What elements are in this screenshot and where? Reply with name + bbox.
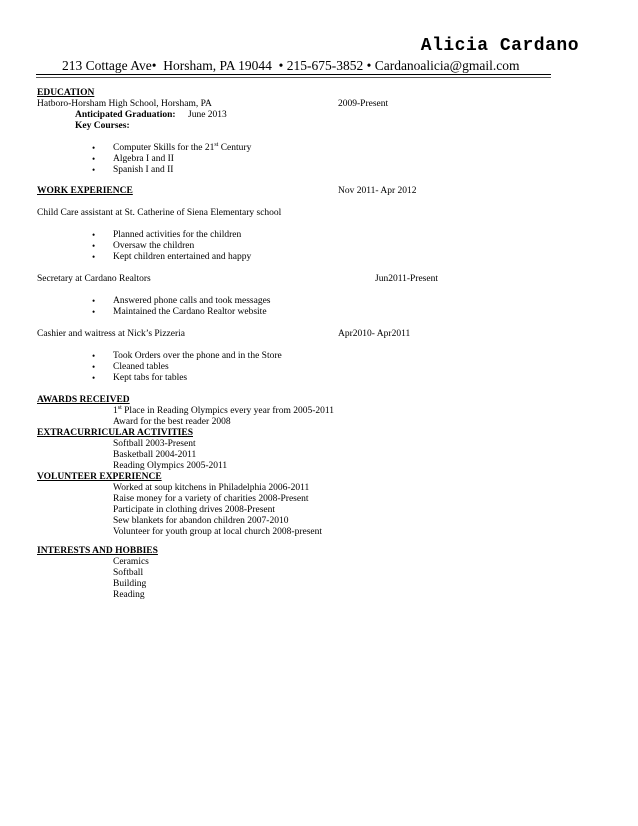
job-duty: Kept tabs for tables	[113, 373, 188, 383]
address: 213 Cottage Ave	[62, 58, 152, 73]
job-duty: Cleaned tables	[113, 362, 169, 372]
courses-label: Key Courses:	[75, 121, 130, 131]
activity-item: Softball 2003-Present	[113, 439, 196, 449]
volunteer-item: Sew blankets for abandon children 2007-2010	[113, 516, 289, 526]
graduation-label: Anticipated Graduation:	[75, 110, 176, 120]
header-rule-thin	[36, 77, 551, 78]
award-item: 1st Place in Reading Olympics every year from 2005-2011	[113, 404, 335, 416]
bullet: •	[92, 252, 96, 262]
activity-item: Basketball 2004-2011	[113, 450, 197, 460]
graduation-date: June 2013	[188, 110, 227, 120]
contact-line	[62, 58, 519, 74]
school-name: Hatboro-Horsham High School, Horsham, PA	[37, 99, 212, 109]
course-item: Algebra I and II	[113, 154, 174, 164]
work-dates: Nov 2011- Apr 2012	[338, 186, 417, 196]
bullet: •	[92, 373, 96, 383]
awards-heading: AWARDS RECEIVED	[37, 395, 130, 405]
city: Horsham, PA 19044	[163, 58, 272, 73]
job-duty: Took Orders over the phone and in the Store	[113, 351, 282, 361]
job-duty: Answered phone calls and took messages	[113, 296, 271, 306]
job-dates: Apr2010- Apr2011	[338, 329, 411, 339]
volunteer-item: Worked at soup kitchens in Philadelphia 2006-2011	[113, 483, 310, 493]
course-item: Spanish I and II	[113, 165, 174, 175]
bullet: •	[92, 307, 96, 317]
header-rule	[36, 74, 551, 75]
job-duty: Maintained the Cardano Realtor website	[113, 307, 267, 317]
interests-heading: INTERESTS AND HOBBIES	[37, 546, 158, 556]
interest-item: Reading	[113, 590, 145, 600]
education-heading: EDUCATION	[37, 88, 95, 98]
separator-bullet: •	[278, 58, 284, 73]
email: Cardanoalicia@gmail.com	[374, 58, 520, 73]
resume-name: Alicia Cardano	[420, 36, 579, 56]
bullet: •	[92, 362, 96, 372]
bullet: •	[92, 351, 96, 361]
separator-bullet: •	[366, 58, 372, 73]
interest-item: Ceramics	[113, 557, 149, 567]
work-heading: WORK EXPERIENCE	[37, 186, 133, 196]
interest-item: Softball	[113, 568, 144, 578]
phone: 215-675-3852	[286, 58, 364, 73]
job-dates: Jun2011-Present	[375, 274, 438, 284]
activity-item: Reading Olympics 2005-2011	[113, 461, 228, 471]
job-duty: Oversaw the children	[113, 241, 195, 251]
volunteer-item: Raise money for a variety of charities 2008-Present	[113, 494, 309, 504]
extracurricular-heading: EXTRACURRICULAR ACTIVITIES	[37, 428, 193, 438]
bullet: •	[92, 241, 96, 251]
award-item: Award for the best reader 2008	[113, 417, 231, 427]
bullet: •	[92, 143, 96, 153]
bullet: •	[92, 230, 96, 240]
bullet: •	[92, 154, 96, 164]
course-item: Computer Skills for the 21st Century	[113, 141, 252, 153]
bullet: •	[92, 296, 96, 306]
job-duty: Planned activities for the children	[113, 230, 242, 240]
job-title: Child Care assistant at St. Catherine of Siena Elementary school	[37, 208, 282, 218]
volunteer-item: Volunteer for youth group at local church 2008-present	[113, 527, 323, 537]
job-title: Secretary at Cardano Realtors	[37, 274, 151, 284]
bullet: •	[92, 165, 96, 175]
job-duty: Kept children entertained and happy	[113, 252, 252, 262]
volunteer-item: Participate in clothing drives 2008-Present	[113, 505, 275, 515]
job-title: Cashier and waitress at Nick’s Pizzeria	[37, 329, 185, 339]
interest-item: Building	[113, 579, 147, 589]
education-dates: 2009-Present	[338, 99, 389, 109]
separator-bullet: •	[151, 58, 157, 73]
volunteer-heading: VOLUNTEER EXPERIENCE	[37, 472, 162, 482]
